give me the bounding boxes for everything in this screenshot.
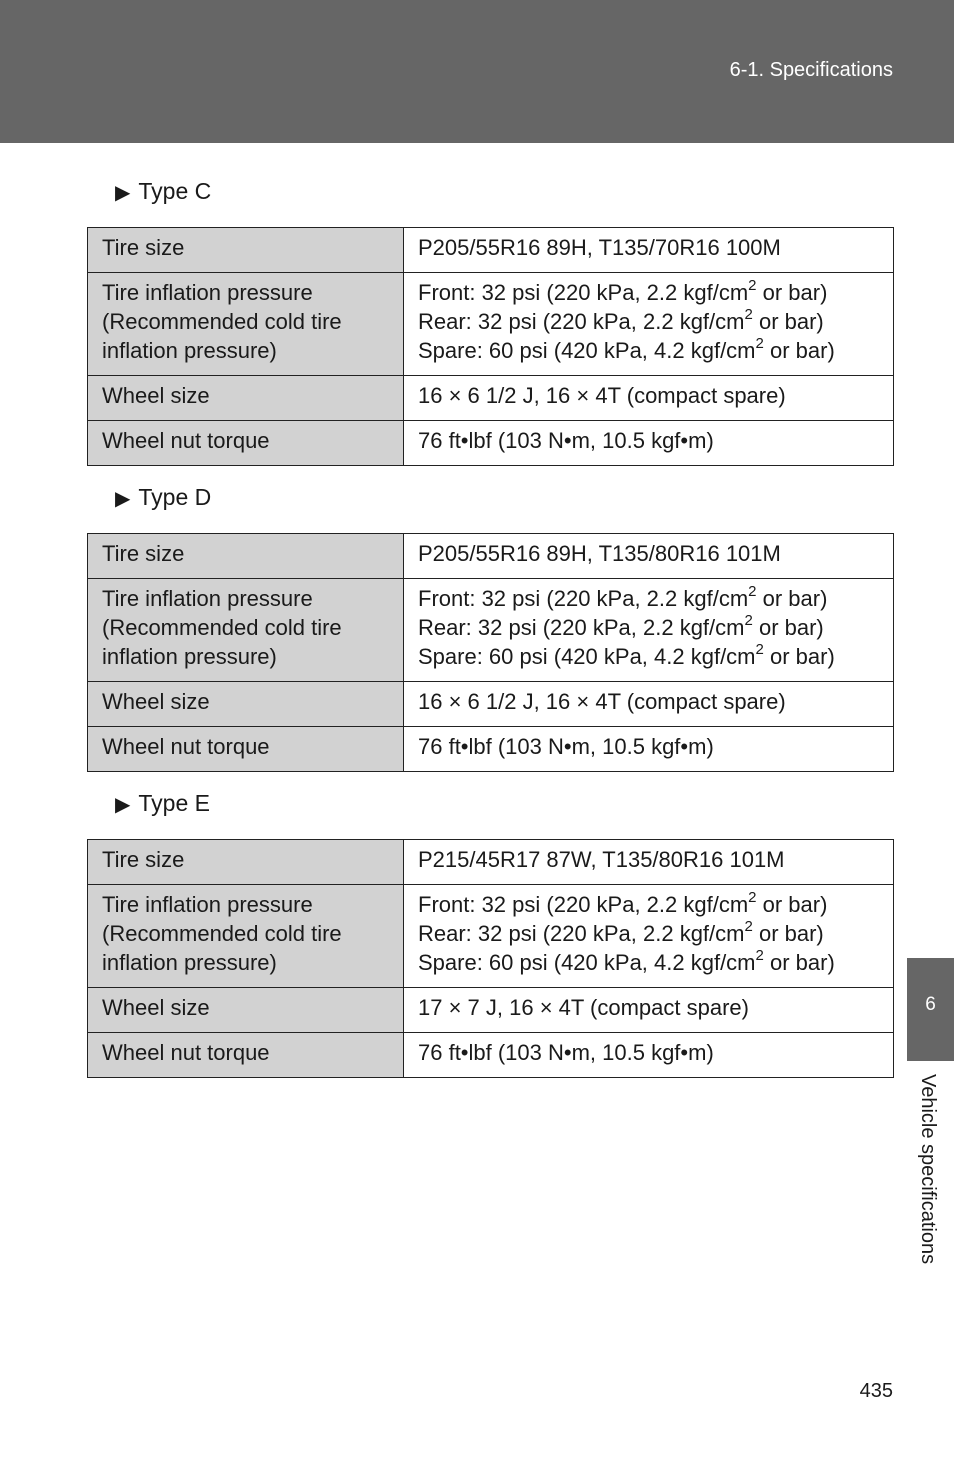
unit-superscript: 2 <box>744 917 753 935</box>
value-text-tail: or bar) <box>756 892 828 917</box>
value-text: Rear: 32 psi (220 kPa, 2.2 kgf/cm <box>418 615 745 640</box>
value-line <box>418 539 893 568</box>
spec-label <box>88 988 404 1033</box>
spec-value <box>404 682 894 727</box>
unit-superscript: 2 <box>755 946 764 964</box>
spec-value <box>404 376 894 421</box>
spec-label <box>88 885 404 988</box>
value-text-tail: or bar) <box>763 338 835 363</box>
value-text-tail: or bar) <box>763 950 835 975</box>
value-text-tail: or bar) <box>752 615 824 640</box>
value-line <box>418 732 893 761</box>
spec-value <box>404 273 894 376</box>
value-text-tail: or bar) <box>756 280 828 305</box>
label-line: Wheel nut torque <box>102 428 270 453</box>
value-line <box>418 613 893 642</box>
table-row <box>88 988 894 1033</box>
value-text-tail: or bar) <box>752 309 824 334</box>
label-line: Wheel nut torque <box>102 1040 270 1065</box>
spec-value <box>404 579 894 682</box>
value-text: P215/45R17 87W, T135/80R16 101M <box>418 847 785 872</box>
label-line: (Recommended cold tire <box>102 615 342 640</box>
triangle-right-icon: ▶ <box>115 794 131 816</box>
table-row <box>88 421 894 466</box>
label-line: Wheel size <box>102 689 210 714</box>
value-text: Spare: 60 psi (420 kPa, 4.2 kgf/cm <box>418 644 756 669</box>
value-line <box>418 845 893 874</box>
spec-value <box>404 988 894 1033</box>
value-text: Rear: 32 psi (220 kPa, 2.2 kgf/cm <box>418 921 745 946</box>
type-title: Type C <box>138 178 212 204</box>
label-line: Wheel size <box>102 383 210 408</box>
label-line: Tire size <box>102 541 185 566</box>
spec-value <box>404 840 894 885</box>
value-line <box>418 919 893 948</box>
label-line: (Recommended cold tire <box>102 921 342 946</box>
spec-label <box>88 727 404 772</box>
spec-value <box>404 534 894 579</box>
spec-label <box>88 421 404 466</box>
spec-value <box>404 885 894 988</box>
spec-value <box>404 727 894 772</box>
value-text: Front: 32 psi (220 kPa, 2.2 kgf/cm <box>418 586 749 611</box>
value-text-tail: or bar) <box>763 644 835 669</box>
value-text: Rear: 32 psi (220 kPa, 2.2 kgf/cm <box>418 309 745 334</box>
spec-label <box>88 840 404 885</box>
spec-label <box>88 1033 404 1078</box>
spec-value <box>404 1033 894 1078</box>
value-text-tail: or bar) <box>756 586 828 611</box>
value-line <box>418 890 893 919</box>
unit-superscript: 2 <box>748 276 757 294</box>
table-row <box>88 727 894 772</box>
table-row <box>88 1033 894 1078</box>
value-text: 16 × 6 1/2 J, 16 × 4T (compact spare) <box>418 689 786 714</box>
label-line: inflation pressure) <box>102 644 277 669</box>
value-text: 76 ft•lbf (103 N•m, 10.5 kgf•m) <box>418 428 714 453</box>
type-heading <box>115 790 210 817</box>
value-line <box>418 233 893 262</box>
value-text: 76 ft•lbf (103 N•m, 10.5 kgf•m) <box>418 1040 714 1065</box>
spec-label <box>88 534 404 579</box>
section-title: 6-1. Specifications <box>729 59 893 81</box>
label-line: Tire size <box>102 847 185 872</box>
label-line: Tire inflation pressure <box>102 892 313 917</box>
table-row <box>88 273 894 376</box>
value-text: Spare: 60 psi (420 kPa, 4.2 kgf/cm <box>418 950 756 975</box>
type-title: Type E <box>138 790 210 816</box>
spec-value <box>404 228 894 273</box>
table-row <box>88 534 894 579</box>
table-row <box>88 682 894 727</box>
value-line <box>418 381 893 410</box>
spec-label <box>88 228 404 273</box>
value-line <box>418 307 893 336</box>
chapter-number: 6 <box>925 994 936 1015</box>
label-line: Tire inflation pressure <box>102 280 313 305</box>
spec-label <box>88 682 404 727</box>
label-line: Tire inflation pressure <box>102 586 313 611</box>
value-line <box>418 642 893 671</box>
table-row <box>88 376 894 421</box>
type-heading <box>115 484 211 511</box>
unit-superscript: 2 <box>755 640 764 658</box>
value-text: 17 × 7 J, 16 × 4T (compact spare) <box>418 995 749 1020</box>
value-text: Front: 32 psi (220 kPa, 2.2 kgf/cm <box>418 280 749 305</box>
spec-table <box>87 227 894 466</box>
value-line <box>418 584 893 613</box>
value-text: 76 ft•lbf (103 N•m, 10.5 kgf•m) <box>418 734 714 759</box>
value-line <box>418 993 893 1022</box>
label-line: Wheel size <box>102 995 210 1020</box>
table-row <box>88 228 894 273</box>
page-header <box>0 0 954 143</box>
type-title: Type D <box>138 484 212 510</box>
value-text-tail: or bar) <box>752 921 824 946</box>
page-number: 435 <box>859 1380 893 1402</box>
table-row <box>88 579 894 682</box>
value-line <box>418 426 893 455</box>
unit-superscript: 2 <box>755 334 764 352</box>
value-text: P205/55R16 89H, T135/70R16 100M <box>418 235 781 260</box>
triangle-right-icon: ▶ <box>115 182 131 204</box>
value-text: Front: 32 psi (220 kPa, 2.2 kgf/cm <box>418 892 749 917</box>
value-text: P205/55R16 89H, T135/80R16 101M <box>418 541 781 566</box>
unit-superscript: 2 <box>744 611 753 629</box>
value-line <box>418 948 893 977</box>
label-line: Tire size <box>102 235 185 260</box>
label-line: inflation pressure) <box>102 950 277 975</box>
value-line <box>418 336 893 365</box>
chapter-label: Vehicle specifications <box>917 1074 939 1265</box>
spec-label <box>88 579 404 682</box>
label-line: inflation pressure) <box>102 338 277 363</box>
value-line <box>418 1038 893 1067</box>
value-text: 16 × 6 1/2 J, 16 × 4T (compact spare) <box>418 383 786 408</box>
type-heading <box>115 178 211 205</box>
unit-superscript: 2 <box>744 305 753 323</box>
chapter-tab <box>907 958 954 1061</box>
unit-superscript: 2 <box>748 582 757 600</box>
triangle-right-icon: ▶ <box>115 488 131 510</box>
spec-table <box>87 839 894 1078</box>
value-text: Spare: 60 psi (420 kPa, 4.2 kgf/cm <box>418 338 756 363</box>
spec-label <box>88 376 404 421</box>
value-line <box>418 278 893 307</box>
label-line: Wheel nut torque <box>102 734 270 759</box>
spec-label <box>88 273 404 376</box>
table-row <box>88 840 894 885</box>
value-line <box>418 687 893 716</box>
table-row <box>88 885 894 988</box>
unit-superscript: 2 <box>748 888 757 906</box>
spec-table <box>87 533 894 772</box>
spec-value <box>404 421 894 466</box>
label-line: (Recommended cold tire <box>102 309 342 334</box>
